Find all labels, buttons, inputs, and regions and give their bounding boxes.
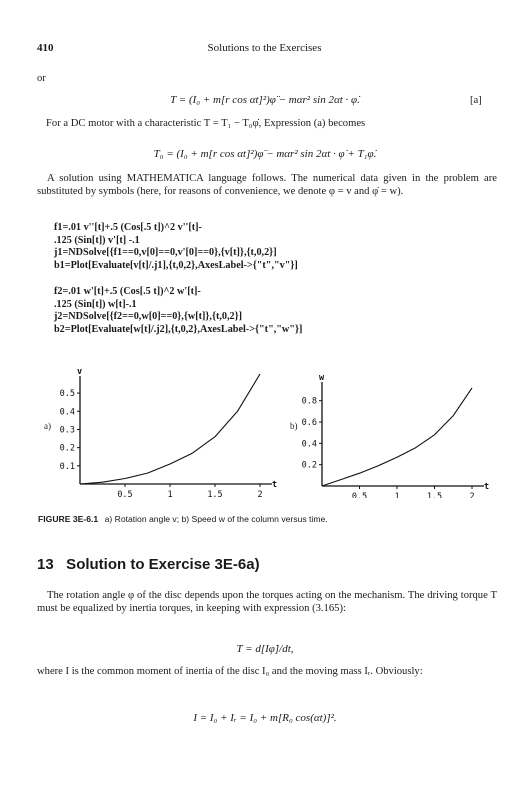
code-line: .125 (Sin[t]) w[t]-.1 <box>54 298 137 310</box>
figure-caption-label: FIGURE 3E-6.1 <box>38 514 99 524</box>
chart-rotation-angle <box>50 368 280 498</box>
x-axis-label: t <box>484 482 490 492</box>
x-tick-label: 1 <box>167 490 173 498</box>
code-line: b1=Plot[Evaluate[v[t]/.j1],{t,0,2},AxesLabel->{"t","v"}] <box>54 259 298 271</box>
code-block-2 <box>54 286 494 336</box>
panel-label-b: b) <box>290 421 298 431</box>
x-tick-label: 2 <box>469 492 475 498</box>
series-line <box>80 374 260 484</box>
equation-c: T = d[Iφ̇]/dt, <box>236 643 294 655</box>
x-tick-label: 1.5 <box>207 490 223 498</box>
section-heading: 13 Solution to Exercise 3E-6a) <box>37 556 260 573</box>
y-tick-label: 0.2 <box>301 460 317 471</box>
x-tick-label: 0.5 <box>117 490 133 498</box>
code-line: j2=NDSolve[{f2==0,w[0]==0},{w[t]},{t,0,2}] <box>54 311 243 322</box>
x-tick-label: 1 <box>394 492 400 498</box>
equation-b: T₀ = (I₀ + m[r cos αt]²)φ̈ − mαr² sin 2αt · φ̇ + T₁φ̇. <box>153 148 377 160</box>
panel-label-a: a) <box>44 421 51 431</box>
figure-caption-text: a) Rotation angle v; b) Speed w of the column versus time. <box>104 514 328 524</box>
y-tick-label: 0.4 <box>59 407 75 418</box>
code-line: .125 (Sin[t]) v'[t] -.1 <box>54 234 140 246</box>
x-tick-label: 0.5 <box>351 492 368 498</box>
or-text: or <box>37 73 46 84</box>
code-line: b2=Plot[Evaluate[w[t]/.j2],{t,0,2},AxesLabel->{"t","w"}] <box>54 323 303 335</box>
y-tick-label: 0.3 <box>59 425 75 436</box>
y-axis-label: w <box>319 373 325 383</box>
y-tick-label: 0.6 <box>301 418 317 428</box>
figure-caption <box>38 514 328 524</box>
series-line <box>322 388 472 486</box>
x-tick-label: 1.5 <box>426 492 443 498</box>
y-tick-label: 0.5 <box>59 389 75 400</box>
equation-d: I = I₀ + Iᵣ = I₀ + m[R₀ cos(αt)]². <box>193 712 337 724</box>
y-tick-label: 0.8 <box>301 396 317 407</box>
equation-a: T = (I₀ + m[r cos αt]²)φ̈ − mαr² sin 2αt · φ̇. <box>170 94 360 106</box>
code-line: f1=.01 v''[t]+.5 (Cos[.5 t])^2 v''[t]- <box>54 222 202 233</box>
equation-a-tag: [a] <box>470 95 482 106</box>
code-line: f2=.01 w'[t]+.5 (Cos[.5 t])^2 w'[t]- <box>54 286 201 297</box>
code-block-1 <box>54 222 494 272</box>
paragraph-rotation: The rotation angle φ of the disc depends upon the torques acting on the mechanism. The driving torque T must be equalized by inertia torques, in keeping with expression (3.165): <box>37 590 497 614</box>
y-axis-label: v <box>77 368 83 377</box>
paragraph-solution: A solution using MATHEMATICA language follows. The numerical data given in the problem are substituted by symbols (here, for reasons of convenience, we denote φ = v and φ̇ = w). <box>37 173 497 197</box>
x-tick-label: 2 <box>257 490 263 498</box>
page-number: 410 <box>37 42 54 54</box>
paragraph-dc-motor: For a DC motor with a characteristic T = T₁ − T₀φ̇, Expression (a) becomes <box>46 118 366 129</box>
chart-speed <box>296 372 496 498</box>
running-title: Solutions to the Exercises <box>207 42 322 54</box>
y-tick-label: 0.2 <box>59 443 75 454</box>
y-tick-label: 0.1 <box>59 461 75 472</box>
x-axis-label: t <box>272 480 278 490</box>
paragraph-where: where I is the common moment of inertia of the disc I₀ and the moving mass Iᵣ. Obviously: <box>37 666 423 677</box>
code-line: j1=NDSolve[{f1==0,v[0]==0,v'[0]==0},{v[t]},{t,0,2}] <box>54 247 277 258</box>
y-tick-label: 0.4 <box>301 439 317 450</box>
